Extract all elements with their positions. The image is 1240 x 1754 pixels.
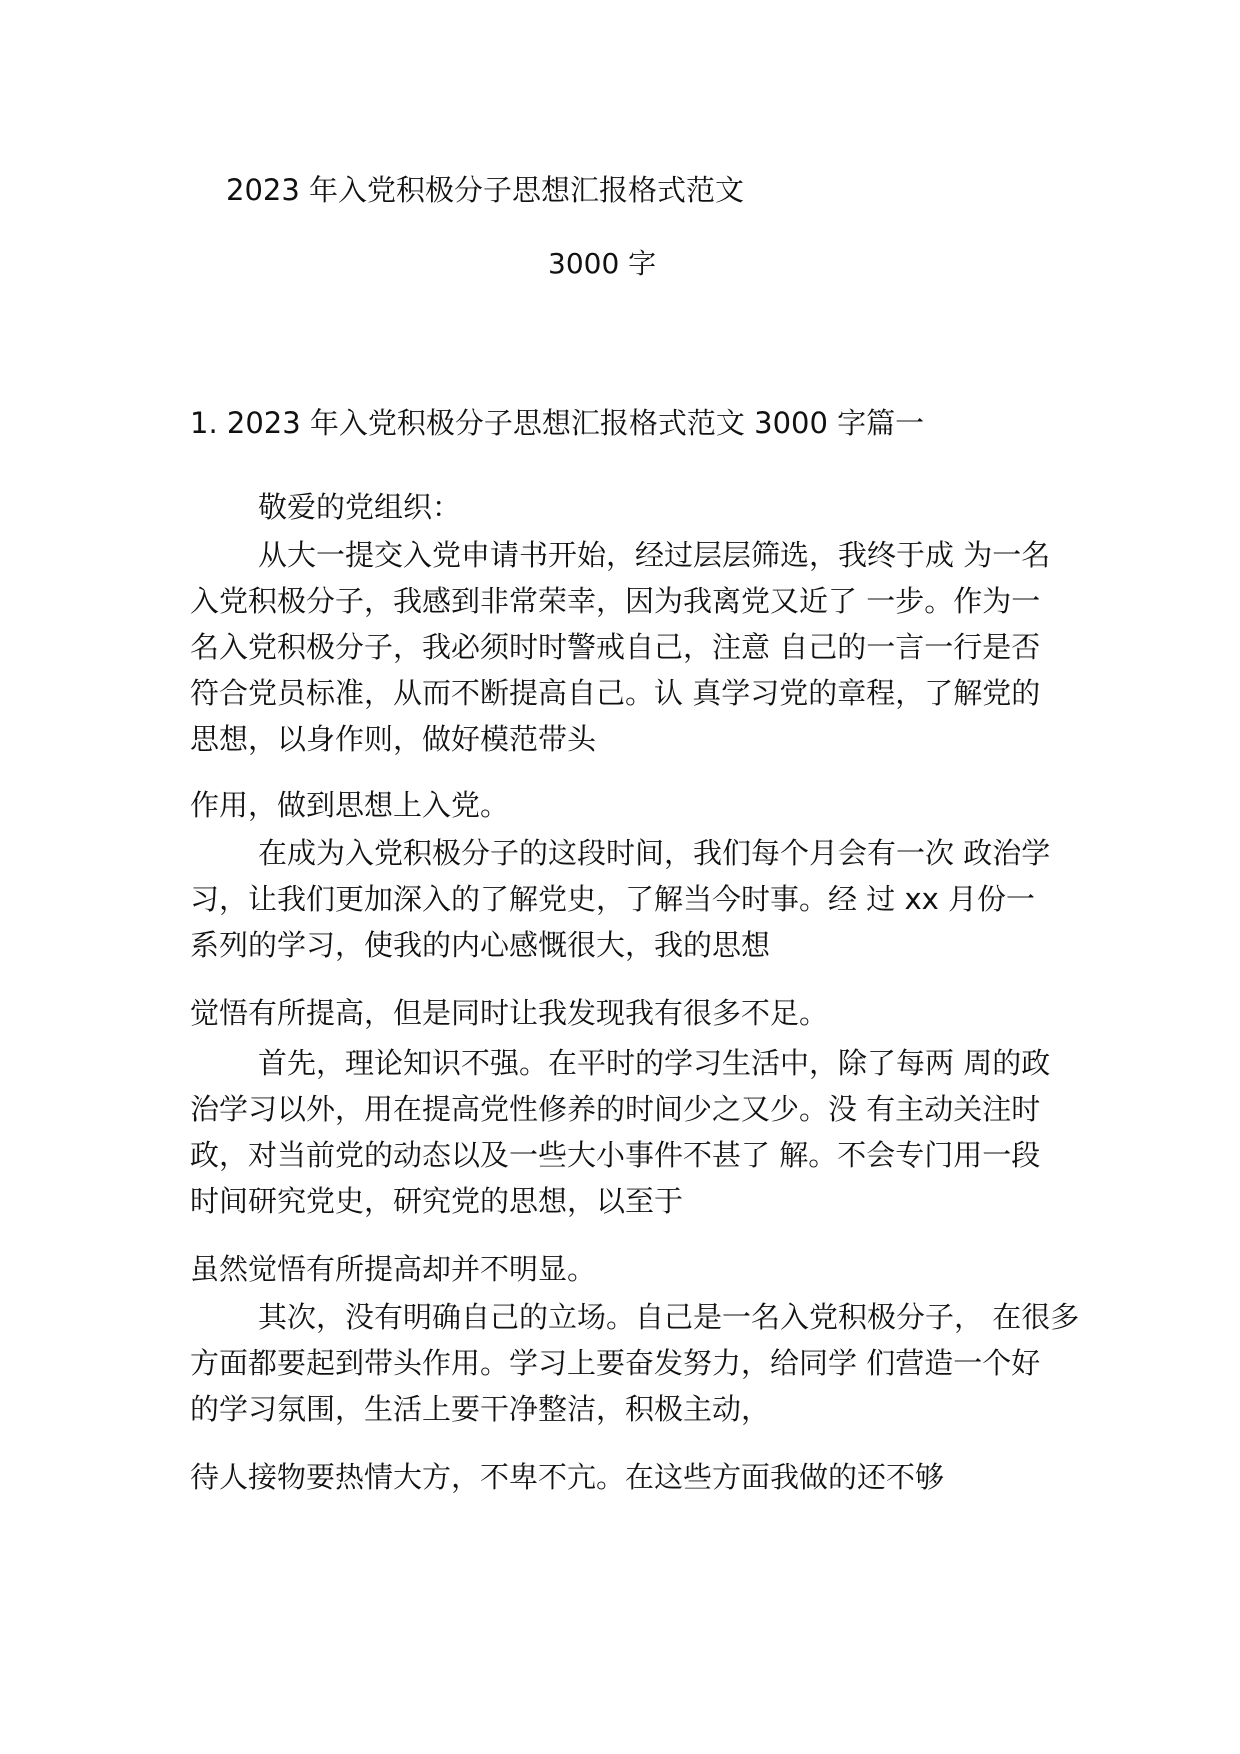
paragraph-line: 首先，理论知识不强。在平时的学习生活中，除了每两 周的政 bbox=[258, 1046, 1051, 1080]
paragraph-continuation-4 bbox=[190, 1454, 1070, 1500]
paragraph-2 bbox=[190, 830, 1070, 968]
paragraph-line: 觉悟有所提高，但是同时让我发现我有很多不足。 bbox=[190, 996, 829, 1030]
paragraph-line: 作用，做到思想上入党。 bbox=[190, 788, 510, 822]
paragraph-3 bbox=[190, 1040, 1070, 1224]
paragraph-line: 入党积极分子，我感到非常荣幸，因为我离党又近了 一步。作为一 bbox=[190, 584, 1041, 618]
paragraph-line: 其次，没有明确自己的立场。自己是一名入党积极分子， 在很多 bbox=[258, 1300, 1080, 1334]
paragraph-line: 系列的学习，使我的内心感慨很大，我的思想 bbox=[190, 928, 771, 962]
paragraph-4 bbox=[190, 1294, 1080, 1432]
paragraph-line: 从大一提交入党申请书开始，经过层层筛选，我终于成 为一名 bbox=[258, 538, 1051, 572]
paragraph-line: 的学习氛围，生活上要干净整洁，积极主动， bbox=[190, 1392, 771, 1426]
document-title: 2023 年入党积极分子思想汇报格式范文 bbox=[226, 173, 745, 207]
paragraph-line: 在成为入党积极分子的这段时间，我们每个月会有一次 政治学 bbox=[258, 836, 1051, 870]
paragraph-line: 方面都要起到带头作用。学习上要奋发努力，给同学 们营造一个好 bbox=[190, 1346, 1041, 1380]
paragraph-line: 符合党员标准，从而不断提高自己。认 真学习党的章程，了解党的 bbox=[190, 676, 1041, 710]
paragraph-line: 习，让我们更加深入的了解党史，了解当今时事。经 过 xx 月份一 bbox=[190, 882, 1035, 916]
paragraph-line: 名入党积极分子，我必须时时警戒自己，注意 自己的一言一行是否 bbox=[190, 630, 1041, 664]
paragraph-line: 治学习以外，用在提高党性修养的时间少之又少。没 有主动关注时 bbox=[190, 1092, 1041, 1126]
salutation-line: 敬爱的党组织： bbox=[258, 490, 462, 524]
section-heading: 1. 2023 年入党积极分子思想汇报格式范文 3000 字篇一 bbox=[190, 406, 925, 440]
paragraph-line: 思想，以身作则，做好模范带头 bbox=[190, 722, 597, 756]
paragraph-continuation-1 bbox=[190, 782, 1070, 828]
paragraph-line: 时间研究党史，研究党的思想，以至于 bbox=[190, 1184, 684, 1218]
document-subtitle: 3000 字 bbox=[548, 247, 657, 280]
paragraph-continuation-3 bbox=[190, 1246, 1070, 1292]
salutation bbox=[190, 484, 1070, 530]
paragraph-line: 政，对当前党的动态以及一些大小事件不甚了 解。不会专门用一段 bbox=[190, 1138, 1041, 1172]
paragraph-line: 待人接物要热情大方，不卑不亢。在这些方面我做的还不够 bbox=[190, 1460, 945, 1494]
paragraph-1 bbox=[190, 532, 1070, 762]
paragraph-continuation-2 bbox=[190, 990, 1070, 1036]
paragraph-line: 虽然觉悟有所提高却并不明显。 bbox=[190, 1252, 597, 1286]
